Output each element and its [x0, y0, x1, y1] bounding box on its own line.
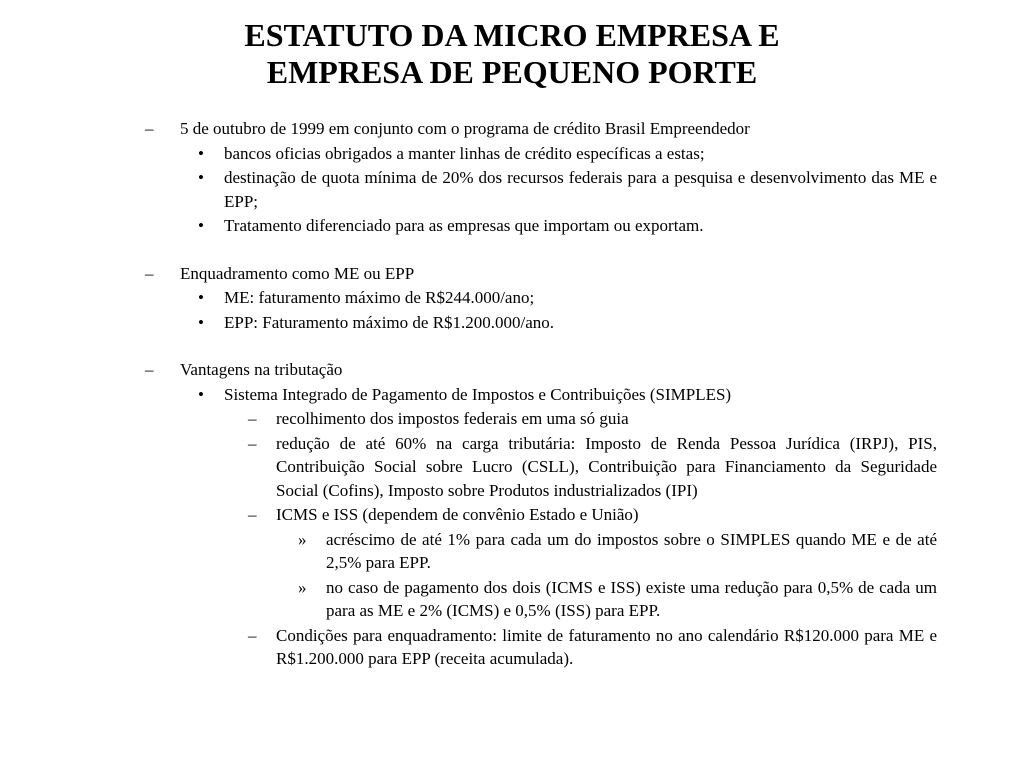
dash-marker: –	[248, 433, 257, 453]
sub-list-item	[145, 407, 937, 431]
list-item	[145, 142, 937, 166]
bullet-marker: •	[198, 216, 204, 235]
dash-marker: –	[248, 409, 257, 428]
list-item	[145, 286, 937, 310]
sub-sub-list-item-text: no caso de pagamento dos dois (ICMS e ISS) existe uma redução para 0,5% de cada um para as ME e 2% (ICMS) e 0,5% (ISS) para EPP.	[326, 577, 937, 620]
title-line-2: EMPRESA DE PEQUENO PORTE	[266, 54, 758, 90]
slide-body	[145, 117, 937, 672]
sub-list-item-text: redução de até 60% na carga tributária: Imposto de Renda Pessoa Jurídica (IRPJ), PIS, Contribuição Social sobre Lucro (CSLL), Contribuição para Financiamento da Seguridade Social (Cofins), Imposto sobre Produtos industrializados (IPI)	[276, 433, 937, 500]
section-heading-text: 5 de outubro de 1999 em conjunto com o programa de crédito Brasil Empreendedor	[180, 119, 750, 138]
dash-marker: –	[145, 263, 154, 283]
section-heading-text: Vantagens na tributação	[180, 360, 343, 379]
sub-list-item-text: Condições para enquadramento: limite de faturamento no ano calendário R$120.000 para ME e R$1.200.000 para EPP (receita acumulada).	[276, 625, 937, 668]
list-item	[145, 214, 937, 238]
sub-list-item-text: ICMS e ISS (dependem de convênio Estado e União)	[276, 505, 639, 524]
bullet-marker: •	[198, 288, 204, 307]
list-item-text: destinação de quota mínima de 20% dos recursos federais para a pesquisa e desenvolvimento das ME e EPP;	[224, 168, 937, 211]
bullet-marker: •	[198, 143, 204, 163]
list-item	[145, 166, 937, 213]
slide-title	[0, 17, 1024, 91]
list-item	[145, 311, 937, 335]
sub-list-item	[145, 624, 937, 671]
spacer	[145, 335, 937, 358]
spacer	[145, 239, 937, 262]
title-line-1: ESTATUTO DA MICRO EMPRESA E	[244, 17, 780, 53]
raquo-marker: »	[298, 529, 307, 549]
raquo-marker: »	[298, 577, 307, 597]
sub-sub-list-item-text: acréscimo de até 1% para cada um do impostos sobre o SIMPLES quando ME e de até 2,5% para EPP.	[326, 529, 937, 572]
list-item-text: Sistema Integrado de Pagamento de Impostos e Contribuições (SIMPLES)	[224, 384, 732, 404]
section-heading-1	[145, 117, 937, 141]
sub-list-item	[145, 432, 937, 503]
bullet-marker: •	[198, 312, 204, 332]
list-item	[145, 383, 937, 407]
section-heading-3	[145, 358, 937, 382]
dash-marker: –	[145, 119, 154, 138]
sub-sub-list-item	[145, 528, 937, 575]
bullet-marker: •	[198, 168, 204, 187]
sub-sub-list-item	[145, 576, 937, 623]
section-heading-text: Enquadramento como ME ou EPP	[180, 263, 415, 283]
list-item-text: bancos oficias obrigados a manter linhas de crédito específicas a estas;	[224, 143, 705, 163]
dash-marker: –	[145, 360, 154, 379]
bullet-marker: •	[198, 384, 204, 404]
section-heading-2	[145, 262, 937, 286]
list-item-text: ME: faturamento máximo de R$244.000/ano;	[224, 288, 535, 307]
dash-marker: –	[248, 505, 257, 524]
sub-list-item-text: recolhimento dos impostos federais em uma só guia	[276, 409, 629, 428]
sub-list-item	[145, 503, 937, 527]
dash-marker: –	[248, 625, 257, 645]
list-item-text: EPP: Faturamento máximo de R$1.200.000/ano.	[224, 312, 555, 332]
list-item-text: Tratamento diferenciado para as empresas que importam ou exportam.	[224, 216, 704, 235]
